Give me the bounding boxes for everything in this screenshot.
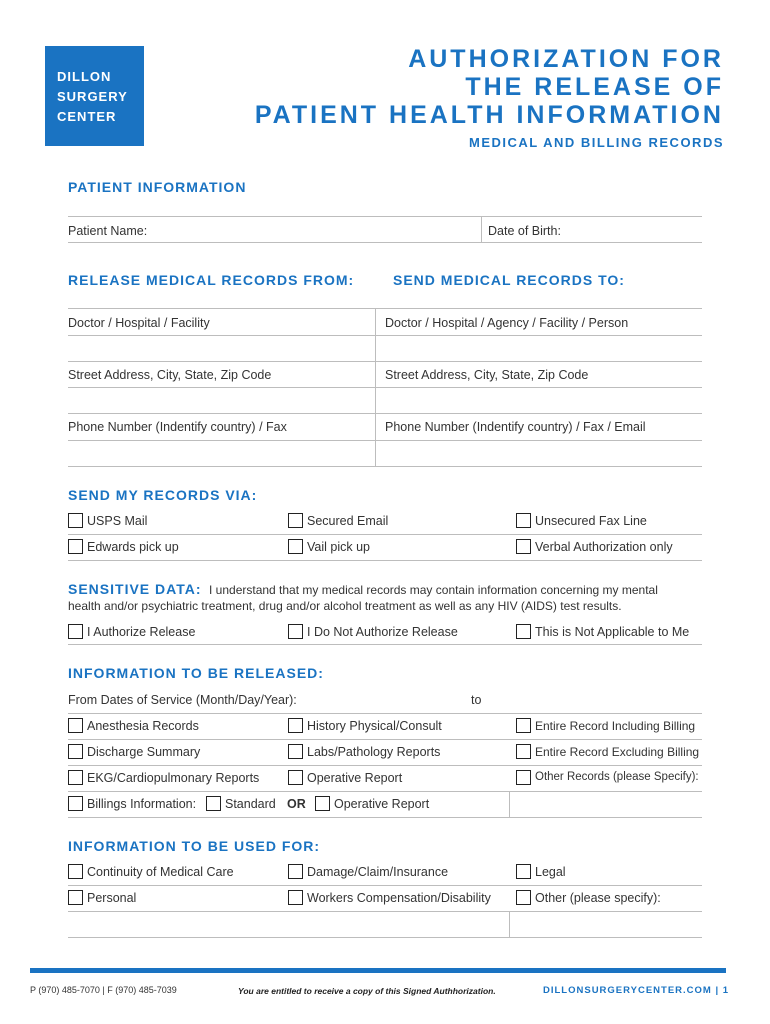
- billings-info-label: Billings Information:: [87, 797, 197, 811]
- info-released-heading: INFORMATION TO BE RELEASED:: [68, 665, 324, 681]
- checkbox-authorize-release[interactable]: [68, 624, 83, 639]
- release-facility-label: Doctor / Hospital / Facility: [68, 316, 210, 330]
- footer-bar: [30, 968, 726, 973]
- option-label: Workers Compensation/Disability: [307, 891, 491, 905]
- billing-operative-label: Operative Report: [334, 797, 430, 811]
- option-label: Discharge Summary: [87, 745, 201, 759]
- release-address-label: Street Address, City, State, Zip Code: [68, 368, 272, 382]
- page-title-line-1: AUTHORIZATION FOR: [408, 45, 724, 73]
- checkbox-billing-operative-report[interactable]: [315, 796, 330, 811]
- option-label: Edwards pick up: [87, 540, 179, 554]
- checkbox-billing-standard[interactable]: [206, 796, 221, 811]
- checkbox-ekg-cardiopulmonary[interactable]: [68, 770, 83, 785]
- checkbox-verbal-authorization[interactable]: [516, 539, 531, 554]
- divider: [68, 817, 702, 818]
- dates-to-label: to: [471, 693, 482, 707]
- checkbox-billings-information[interactable]: [68, 796, 83, 811]
- logo-line-2: SURGERY: [57, 89, 128, 104]
- option-label: Other Records (please Specify):: [535, 771, 699, 783]
- option-label: Continuity of Medical Care: [87, 865, 234, 879]
- option-label: Operative Report: [307, 771, 403, 785]
- footer-website: DILLONSURGERYCENTER.COM | 1: [543, 985, 730, 996]
- send-phone-label: Phone Number (Indentify country) / Fax / Email: [385, 420, 646, 434]
- checkbox-entire-record-excluding-billing[interactable]: [516, 744, 531, 759]
- footer-phone-fax: P (970) 485-7070 | F (970) 485-7039: [30, 985, 177, 995]
- option-label: EKG/Cardiopulmonary Reports: [87, 771, 260, 785]
- logo-line-1: DILLON: [57, 69, 112, 84]
- option-label: History Physical/Consult: [307, 719, 442, 733]
- checkbox-vail-pickup[interactable]: [288, 539, 303, 554]
- divider: [481, 216, 482, 242]
- option-label: Vail pick up: [307, 540, 370, 554]
- checkbox-secured-email[interactable]: [288, 513, 303, 528]
- option-label: Other (please specify):: [535, 891, 661, 905]
- logo: [45, 46, 144, 146]
- send-address-label: Street Address, City, State, Zip Code: [385, 368, 589, 382]
- option-label: Verbal Authorization only: [535, 540, 673, 554]
- divider: [375, 308, 376, 466]
- sensitive-text-line-2: health and/or psychiatric treatment, drug and/or alcohol treatment as well as any HIV (AIDS) test results.: [68, 599, 622, 613]
- divider: [68, 440, 702, 441]
- option-label: Secured Email: [307, 514, 389, 528]
- checkbox-not-authorize-release[interactable]: [288, 624, 303, 639]
- billing-standard-label: Standard: [225, 797, 276, 811]
- divider: [68, 791, 702, 792]
- option-label: Labs/Pathology Reports: [307, 745, 441, 759]
- logo-line-3: CENTER: [57, 109, 117, 124]
- sensitive-text-line-1: I understand that my medical records may contain information concerning my mental: [209, 583, 658, 597]
- checkbox-other-records[interactable]: [516, 770, 531, 785]
- checkbox-operative-report[interactable]: [288, 770, 303, 785]
- divider: [68, 466, 702, 467]
- checkbox-unsecured-fax[interactable]: [516, 513, 531, 528]
- dates-of-service-label: From Dates of Service (Month/Day/Year):: [68, 693, 297, 707]
- info-used-heading: INFORMATION TO BE USED FOR:: [68, 838, 321, 854]
- checkbox-damage-claim-insurance[interactable]: [288, 864, 303, 879]
- option-label: Entire Record Including Billing: [535, 719, 696, 733]
- checkbox-legal[interactable]: [516, 864, 531, 879]
- option-label: I Do Not Authorize Release: [307, 625, 458, 639]
- checkbox-anesthesia-records[interactable]: [68, 718, 83, 733]
- option-label: Personal: [87, 891, 137, 905]
- divider: [68, 216, 702, 217]
- checkbox-discharge-summary[interactable]: [68, 744, 83, 759]
- divider: [68, 739, 702, 740]
- page-title-line-2: THE RELEASE OF: [465, 73, 724, 101]
- release-from-heading: RELEASE MEDICAL RECORDS FROM:: [68, 272, 355, 288]
- divider: [68, 937, 702, 938]
- checkbox-history-physical[interactable]: [288, 718, 303, 733]
- divider: [68, 387, 702, 388]
- divider: [68, 911, 702, 912]
- page-title-line-3: PATIENT HEALTH INFORMATION: [254, 101, 724, 129]
- patient-info-heading: PATIENT INFORMATION: [68, 179, 247, 195]
- option-label: Damage/Claim/Insurance: [307, 865, 449, 879]
- send-via-heading: SEND MY RECORDS VIA:: [68, 487, 258, 503]
- or-label: OR: [287, 797, 306, 811]
- option-label: Entire Record Excluding Billing: [535, 745, 700, 759]
- divider: [68, 885, 702, 886]
- checkbox-labs-pathology[interactable]: [288, 744, 303, 759]
- option-label: USPS Mail: [87, 514, 148, 528]
- divider: [509, 791, 510, 817]
- sensitive-data-heading: SENSITIVE DATA:: [68, 581, 202, 597]
- option-label: Unsecured Fax Line: [535, 514, 647, 528]
- option-label: Anesthesia Records: [87, 719, 199, 733]
- divider: [68, 644, 702, 645]
- checkbox-personal[interactable]: [68, 890, 83, 905]
- patient-name-label: Patient Name:: [68, 224, 148, 238]
- option-label: This is Not Applicable to Me: [535, 625, 690, 639]
- divider: [68, 335, 702, 336]
- page-subtitle: MEDICAL AND BILLING RECORDS: [469, 135, 724, 150]
- divider: [68, 361, 702, 362]
- checkbox-other-purpose[interactable]: [516, 890, 531, 905]
- checkbox-workers-compensation[interactable]: [288, 890, 303, 905]
- dob-label: Date of Birth:: [488, 224, 561, 238]
- divider: [68, 713, 702, 714]
- release-phone-label: Phone Number (Indentify country) / Fax: [68, 420, 287, 434]
- checkbox-continuity-of-care[interactable]: [68, 864, 83, 879]
- send-facility-label: Doctor / Hospital / Agency / Facility / Person: [385, 316, 629, 330]
- divider: [68, 413, 702, 414]
- divider: [68, 242, 702, 243]
- divider: [68, 765, 702, 766]
- divider: [68, 534, 702, 535]
- divider: [68, 560, 702, 561]
- checkbox-usps-mail[interactable]: [68, 513, 83, 528]
- divider: [68, 308, 702, 309]
- checkbox-entire-record-including-billing[interactable]: [516, 718, 531, 733]
- option-label: I Authorize Release: [87, 625, 196, 639]
- checkbox-not-applicable[interactable]: [516, 624, 531, 639]
- send-to-heading: SEND MEDICAL RECORDS TO:: [393, 272, 625, 288]
- footer-notice: You are entitled to receive a copy of this Signed Authhorization.: [238, 986, 496, 996]
- divider: [509, 911, 510, 937]
- checkbox-edwards-pickup[interactable]: [68, 539, 83, 554]
- option-label: Legal: [535, 865, 566, 879]
